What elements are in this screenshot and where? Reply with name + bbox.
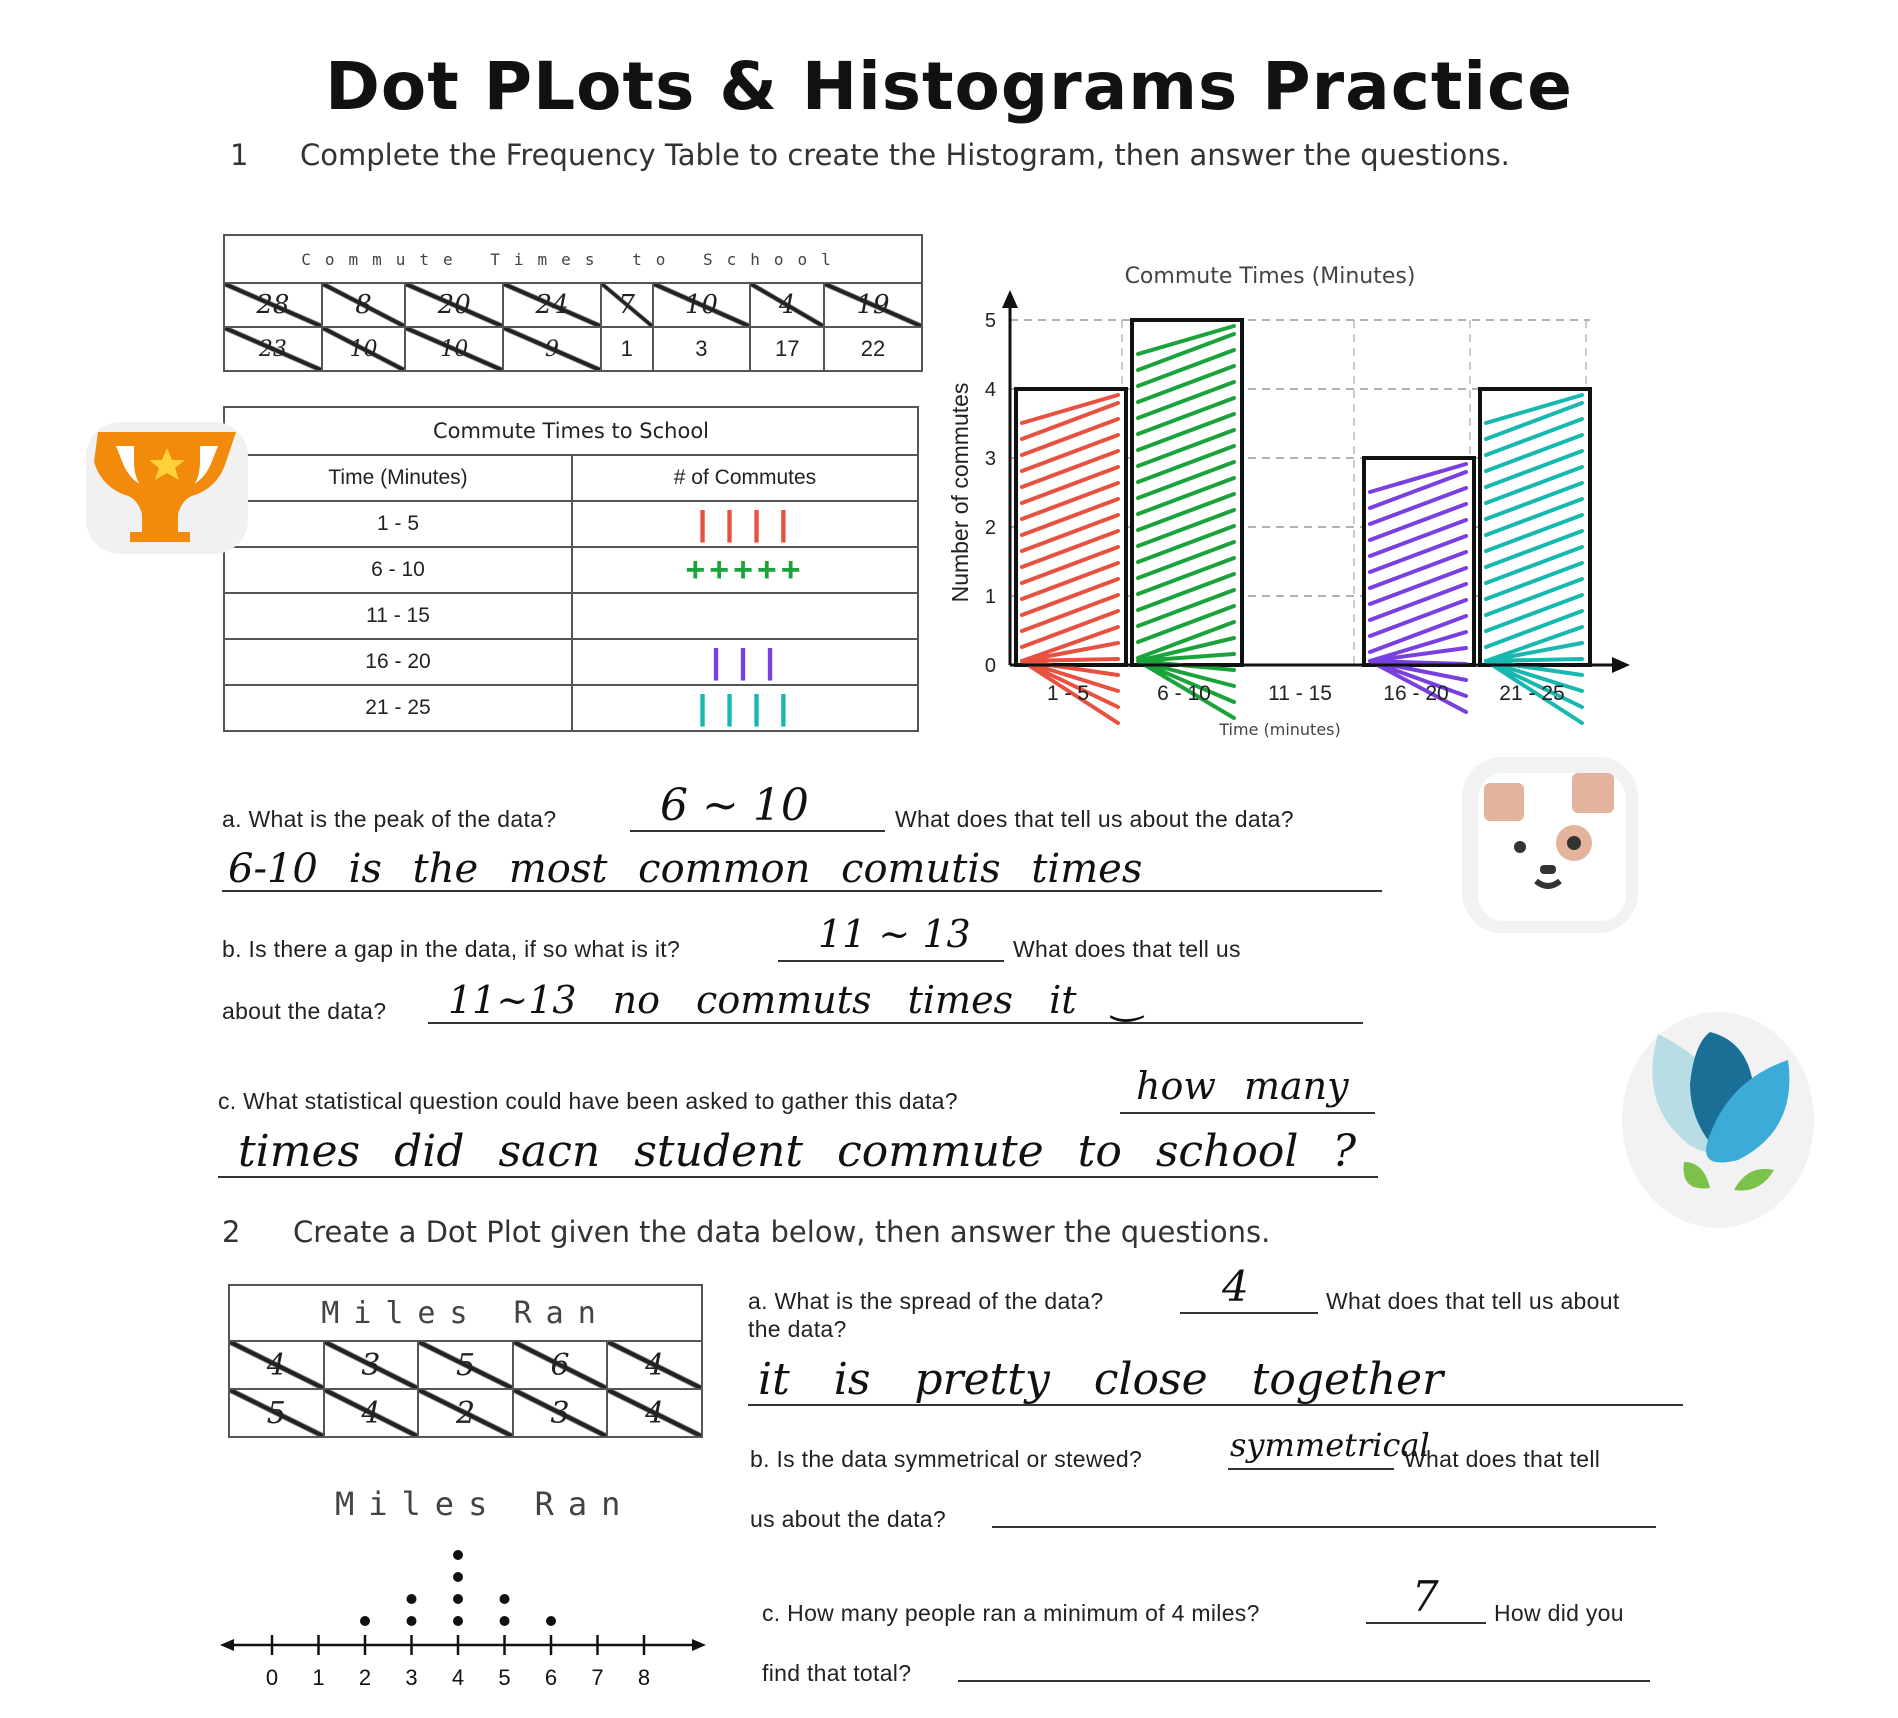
frequency-range: 16 - 20 xyxy=(224,639,572,685)
dot xyxy=(453,1572,463,1582)
data-cell: 5 xyxy=(229,1389,324,1437)
answer-2c-line xyxy=(1366,1572,1486,1624)
miles-data-table xyxy=(228,1284,703,1438)
question-2b-followup: What does that tell xyxy=(1404,1446,1601,1472)
dot xyxy=(546,1616,556,1626)
data-cell: 19 xyxy=(824,283,922,327)
frequency-range: 11 - 15 xyxy=(224,593,572,639)
trophy-icon xyxy=(82,418,252,558)
number-line-label: 7 xyxy=(591,1665,604,1690)
answer-2a-line xyxy=(1180,1262,1318,1314)
answer-1a: 6 ~ 10 xyxy=(660,780,809,831)
histogram-chart xyxy=(940,255,1670,755)
histogram-bar xyxy=(1016,389,1126,665)
x-axis-arrow xyxy=(1612,657,1630,673)
data-cell: 3 xyxy=(653,327,751,371)
frequency-range: 21 - 25 xyxy=(224,685,572,731)
frequency-col-count: # of Commutes xyxy=(572,455,918,501)
data-cell: 10 xyxy=(653,283,751,327)
frequency-col-time: Time (Minutes) xyxy=(224,455,572,501)
question-1a-followup: What does that tell us about the data? xyxy=(895,806,1294,832)
answer-2a2: it is pretty close together xyxy=(758,1354,1444,1405)
number-line-label: 5 xyxy=(498,1665,511,1690)
number-line-label: 3 xyxy=(405,1665,418,1690)
data-cell: 2 xyxy=(418,1389,513,1437)
y-tick-label: 5 xyxy=(984,310,996,332)
number-line-label: 2 xyxy=(358,1665,372,1690)
data-cell: 3 xyxy=(513,1389,608,1437)
y-axis-label: Number of commutes xyxy=(947,382,973,603)
question-2b: b. Is the data symmetrical or stewed? xyxy=(750,1446,1143,1472)
question-1a: a. What is the peak of the data? xyxy=(222,806,557,832)
number-line-label: 1 xyxy=(312,1665,325,1690)
answer-1b: 11 ~ 13 xyxy=(818,912,971,956)
data-cell: 22 xyxy=(824,327,922,371)
x-axis-label: Time (minutes) xyxy=(1219,720,1341,739)
data-cell: 4 xyxy=(229,1341,324,1389)
data-cell: 24 xyxy=(503,283,601,327)
data-cell: 7 xyxy=(601,283,653,327)
dot xyxy=(500,1616,510,1626)
dot-plot-title: Miles Ran xyxy=(335,1485,635,1523)
section-2-instruction: Create a Dot Plot given the data below, then answer the questions. xyxy=(293,1215,1271,1249)
question-2c: c. How many people ran a minimum of 4 miles? xyxy=(762,1600,1260,1626)
answer-2a2-line xyxy=(748,1354,1683,1406)
histogram-bar xyxy=(1480,389,1590,665)
data-cell: 4 xyxy=(607,1389,702,1437)
number-line-label: 4 xyxy=(451,1665,465,1690)
data-cell: 5 xyxy=(418,1341,513,1389)
question-1b-followup-2: about the data? xyxy=(222,998,387,1024)
frequency-tally xyxy=(572,593,918,639)
frequency-table xyxy=(223,406,919,732)
number-line-label: 0 xyxy=(265,1665,279,1690)
section-1-number: 1 xyxy=(230,138,249,172)
dot xyxy=(360,1616,370,1626)
data-cell: 20 xyxy=(405,283,503,327)
y-tick-label: 2 xyxy=(984,517,996,539)
number-line-arrow-right xyxy=(692,1639,706,1651)
answer-2a: 4 xyxy=(1222,1262,1249,1311)
data-cell: 28 xyxy=(224,283,322,327)
answer-1a-line xyxy=(630,780,885,832)
answer-1c2-line xyxy=(218,1126,1378,1178)
dog-icon xyxy=(1460,755,1640,935)
answer-1b2: 11~13 no commuts times it ‿ xyxy=(448,978,1144,1022)
frequency-tally: | | | xyxy=(572,639,918,685)
frequency-tally: | | | | xyxy=(572,685,918,731)
answer-1a2-line xyxy=(222,848,1382,892)
dot xyxy=(453,1594,463,1604)
data-cell: 4 xyxy=(324,1389,419,1437)
section-2-number: 2 xyxy=(222,1215,241,1249)
dot xyxy=(407,1616,417,1626)
answer-1c-line xyxy=(1120,1064,1375,1114)
answer-1b-line xyxy=(778,912,1004,962)
number-line-arrow-left xyxy=(220,1639,234,1651)
data-cell: 4 xyxy=(750,283,824,327)
data-cell: 4 xyxy=(607,1341,702,1389)
answer-1a2: 6-10 is the most common comutis times xyxy=(228,846,1143,892)
miles-data-title: Miles Ran xyxy=(229,1285,702,1341)
frequency-table-title: Commute Times to School xyxy=(224,407,918,455)
y-axis-arrow xyxy=(1002,290,1018,308)
data-cell: 6 xyxy=(513,1341,608,1389)
dot xyxy=(500,1594,510,1604)
answer-2b: symmetrical xyxy=(1230,1426,1430,1464)
commute-data-title: Commute Times to School xyxy=(224,235,922,283)
answer-2c: 7 xyxy=(1412,1572,1439,1621)
answer-1c2: times did sacn student commute to school ? xyxy=(238,1126,1357,1177)
x-tick-label: 21 - 25 xyxy=(1499,682,1565,705)
data-cell: 9 xyxy=(503,327,601,371)
dot xyxy=(453,1616,463,1626)
frequency-range: 6 - 10 xyxy=(224,547,572,593)
y-tick-label: 1 xyxy=(984,586,996,608)
section-1-instruction: Complete the Frequency Table to create the Histogram, then answer the questions. xyxy=(300,138,1510,172)
chart-title: Commute Times (Minutes) xyxy=(1124,264,1416,289)
y-tick-label: 3 xyxy=(984,448,996,470)
answer-1b2-line xyxy=(428,978,1363,1024)
question-1c: c. What statistical question could have been asked to gather this data? xyxy=(218,1088,958,1114)
question-1b: b. Is there a gap in the data, if so what is it? xyxy=(222,936,681,962)
question-2b-followup-2: us about the data? xyxy=(750,1506,946,1532)
y-tick-label: 4 xyxy=(984,379,996,401)
frequency-tally: | | | | xyxy=(572,501,918,547)
dot xyxy=(407,1594,417,1604)
answer-2b-line xyxy=(1228,1426,1430,1470)
x-tick-label: 11 - 15 xyxy=(1268,682,1332,705)
question-2a-followup: What does that tell us about xyxy=(1326,1288,1620,1314)
x-tick-label: 6 - 10 xyxy=(1157,682,1211,705)
data-cell: 23 xyxy=(224,327,322,371)
data-cell: 1 xyxy=(601,327,653,371)
answer-2b2-line xyxy=(992,1496,1656,1528)
answer-1c1: how many xyxy=(1136,1064,1349,1108)
x-tick-label: 1 - 5 xyxy=(1046,682,1090,705)
y-tick-label: 0 xyxy=(984,655,996,677)
frequency-range: 1 - 5 xyxy=(224,501,572,547)
answer-2c2-line xyxy=(958,1650,1650,1682)
data-cell: 10 xyxy=(322,327,406,371)
commute-data-table xyxy=(223,234,923,372)
dot-plot xyxy=(220,1500,710,1700)
page-title: Dot PLots & Histograms Practice xyxy=(325,48,1573,125)
question-1b-followup: What does that tell us xyxy=(1013,936,1241,962)
question-2a: a. What is the spread of the data? xyxy=(748,1288,1104,1314)
number-line-label: 6 xyxy=(544,1665,558,1690)
tulip-icon xyxy=(1618,1010,1818,1235)
x-tick-label: 16 - 20 xyxy=(1383,682,1449,705)
dot xyxy=(453,1550,463,1560)
data-cell: 8 xyxy=(322,283,406,327)
data-cell: 10 xyxy=(405,327,503,371)
question-2a-followup-2: the data? xyxy=(748,1316,847,1342)
question-2c-followup: How did you xyxy=(1494,1600,1624,1626)
data-cell: 17 xyxy=(750,327,824,371)
data-cell: 3 xyxy=(324,1341,419,1389)
question-2c-followup-2: find that total? xyxy=(762,1660,912,1686)
number-line-label: 8 xyxy=(637,1665,651,1690)
frequency-tally: +++++ xyxy=(572,547,918,593)
